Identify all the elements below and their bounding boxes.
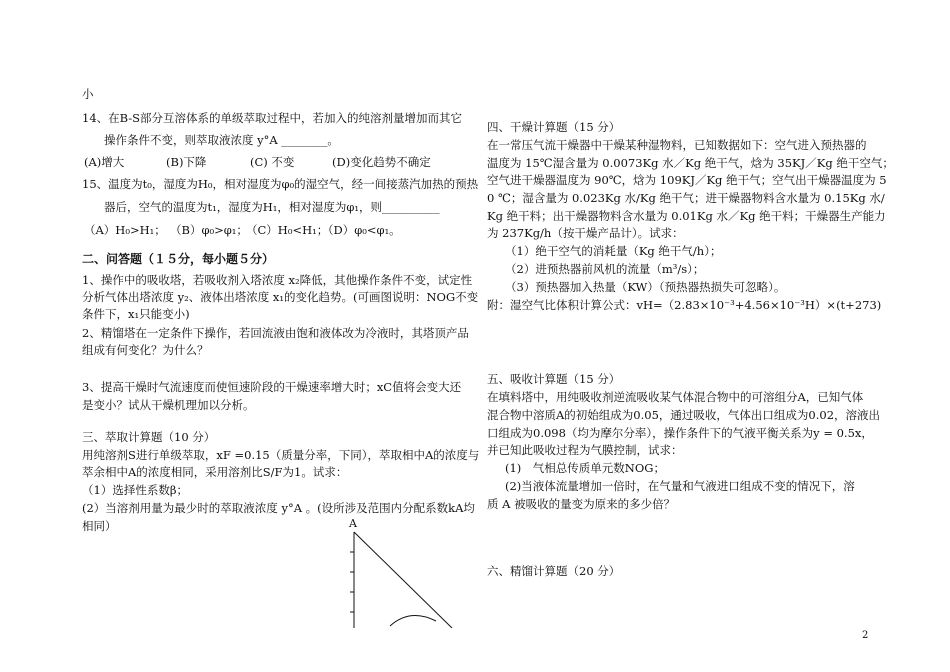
section-3-line: 用纯溶剂S进行单级萃取，xF =0.15（质量分率，下同），萃取相中A的浓度与: [82, 448, 480, 462]
section-3-line: （1）选择性系数β；: [82, 483, 188, 497]
problem-1-line: 1、操作中的吸收塔，若吸收剂入塔浓度 x₂降低，其他操作条件不变，试定性: [82, 273, 473, 287]
section-5-line: 在填料塔中，用纯吸收剂逆流吸收某气体混合物中的可溶组分A，已知气体: [487, 390, 864, 404]
problem-1-line: 条件下，x₁只能变小): [82, 307, 190, 321]
option-a: （A）H₀>H₁；: [84, 223, 166, 237]
section-5-title: 五、吸收计算题（15 分）: [487, 372, 621, 386]
question-14-cont: 操作条件不变，则萃取液浓度 y°A ________。: [104, 133, 339, 147]
section-3-line: (2）当溶剂用量为最少时的萃取液浓度 y°A 。(设所涉及范围内分配系数kA均: [82, 501, 475, 515]
section-4-question: （1）绝干空气的消耗量（Kg 绝干气/h）；: [505, 244, 722, 258]
section-5-line: 并已知此吸收过程为气膜控制，试求：: [487, 443, 683, 457]
option-d: (D)变化趋势不确定: [332, 155, 431, 169]
question-15-cont: 器后，空气的温度为t₁，湿度为H₁，相对湿度为φ₁，则__________: [104, 200, 440, 214]
problem-3-line: 是变小？试从干燥机理加以分析。: [82, 398, 255, 412]
section-4-question: （3）预热器加入热量（KW）（预热器热损失可忽略）。: [505, 280, 786, 294]
section-3-title: 三、萃取计算题（10 分）: [82, 430, 216, 444]
diagram-vertex-label: A: [349, 517, 357, 530]
section-4-line: Kg 绝干料；出干燥器物料含水量为 0.01Kg 水／Kg 绝干料；干燥器生产能力: [487, 209, 886, 223]
problem-2-line: 组成有何变化？为什么？: [82, 343, 209, 357]
question-15: 15、温度为t₀，湿度为H₀，相对湿度为φ₀的湿空气，经一间接蒸汽加热的预热: [82, 177, 479, 191]
section-4-question: （2）进预热器前风机的流量（m³/s）；: [505, 262, 705, 276]
option-c: (C) 不变: [250, 155, 295, 169]
section-2-title: 二、问答题（１５分，每小题５分）: [82, 252, 275, 266]
section-5-line: 口组成为0.098（均为摩尔分率），操作条件下的气液平衡关系为y = 0.5x，: [487, 426, 873, 440]
question-14: 14、在B-S部分互溶体系的单级萃取过程中，若加入的纯溶剂量增加而其它: [82, 111, 463, 125]
section-3-line: 萃余相中A的浓度相同，采用溶剂比S/F为1。试求：: [82, 465, 348, 479]
page-number: 2: [862, 630, 869, 641]
option-c: （C）H₀<H₁；: [246, 223, 329, 237]
section-4-line: 0 ℃；湿含量为 0.023Kg 水/Kg 绝干气；进干燥器物料含水量为 0.15Kg 水/: [487, 191, 885, 205]
option-b: （B）φ₀>φ₁；: [170, 223, 248, 237]
section-5-question: 质 A 被吸收的量变为原来的多少倍？: [487, 497, 676, 511]
option-b: (B)下降: [166, 155, 207, 169]
section-4-line: 温度为 15℃湿含量为 0.0073Kg 水／Kg 绝干气，焓为 35KJ／Kg 绝干空气；: [487, 156, 894, 170]
section-3-line: 相同）: [82, 519, 117, 533]
section-4-line: 空气进干燥器温度为 90℃，焓为 109KJ／Kg 绝干气；空气出干燥器温度为 5: [487, 173, 887, 187]
problem-3-line: 3、提高干燥时气流速度而使恒速阶段的干燥速率增大时；xC值将会变大还: [82, 380, 462, 394]
problem-1-line: 分析气体出塔浓度 y₂、液体出塔浓度 x₁的变化趋势。(可画图说明：NOG不变: [82, 290, 479, 304]
section-5-question: (1) 气相总传质单元数NOG；: [505, 461, 665, 475]
option-d: （D）φ₀<φ₁。: [322, 223, 401, 237]
section-4-line: 在一常压气流干燥器中干燥某种湿物料，已知数据如下：空气进入预热器的: [487, 138, 867, 152]
section-5-question: (2)当液体流量增加一倍时，在气量和气液进口组成不变的情况下，溶: [505, 479, 855, 493]
triangle-diagram: [340, 528, 480, 628]
text-line: 小: [82, 87, 94, 101]
section-5-line: 混合物中溶质A的初始组成为0.05，通过吸收，气体出口组成为0.02，溶液出: [487, 408, 881, 422]
section-4-title: 四、干燥计算题（15 分）: [487, 120, 621, 134]
section-6-title: 六、精馏计算题（20 分）: [487, 564, 621, 578]
section-4-line: 为 237Kg/h（按干燥产品计）。试求：: [487, 226, 684, 240]
problem-2-line: 2、精馏塔在一定条件下操作，若回流液由饱和液体改为冷液时，其塔顶产品: [82, 326, 469, 340]
option-a: (A)增大: [84, 155, 125, 169]
section-4-note: 附：湿空气比体积计算公式：vH=（2.83×10⁻³+4.56×10⁻³H）×(t+273): [487, 298, 882, 312]
